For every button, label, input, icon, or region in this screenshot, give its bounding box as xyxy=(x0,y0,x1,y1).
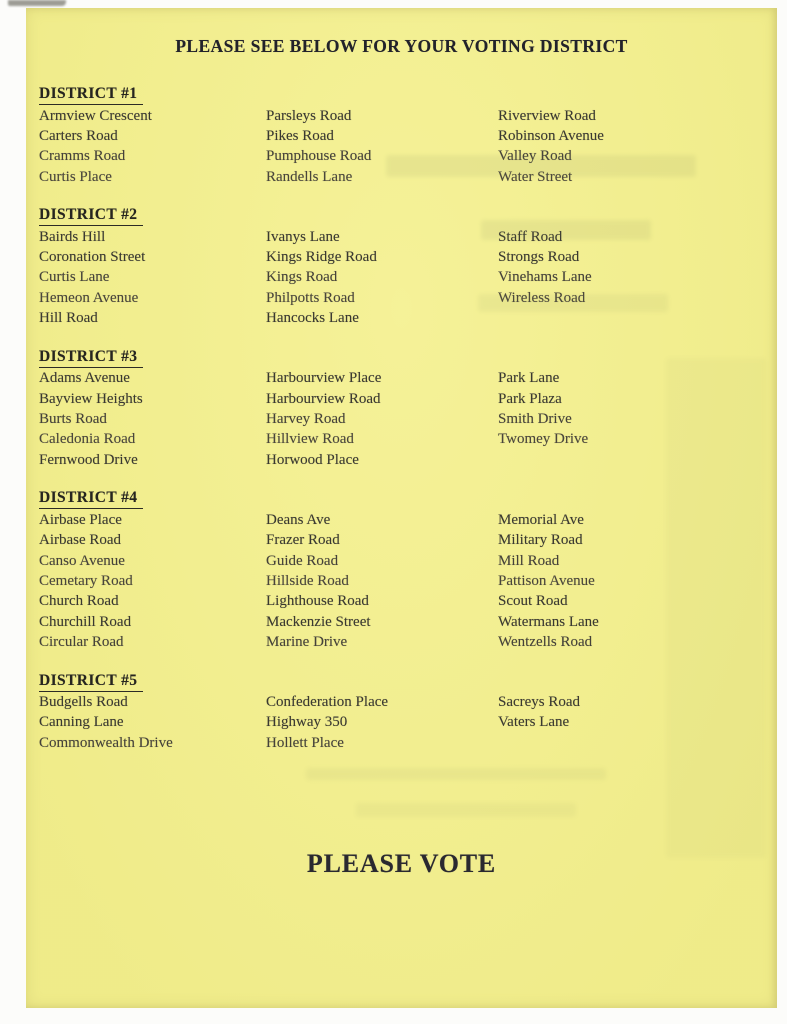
district-heading: DISTRICT #1 xyxy=(39,83,143,105)
street-item: Wireless Road xyxy=(498,289,586,306)
street-item: Carters Road xyxy=(39,127,118,144)
street-column xyxy=(266,106,498,188)
street-item: Harbourview Road xyxy=(266,390,381,407)
street-item: Robinson Avenue xyxy=(498,127,604,144)
street-item: Fernwood Drive xyxy=(39,451,138,468)
street-item: Kings Ridge Road xyxy=(266,249,377,266)
street-item: Riverview Road xyxy=(498,107,596,124)
street-item: Cemetary Road xyxy=(39,572,133,589)
street-item: Park Plaza xyxy=(498,390,562,407)
street-item: Canso Avenue xyxy=(39,552,125,569)
street-item: Guide Road xyxy=(266,552,339,569)
street-item: Military Road xyxy=(498,532,583,549)
street-item: Hemeon Avenue xyxy=(39,289,139,306)
street-item: Armview Crescent xyxy=(39,107,152,124)
street-item: Coronation Street xyxy=(39,249,146,266)
street-item: Harvey Road xyxy=(266,410,346,427)
street-item: Pumphouse Road xyxy=(266,148,372,165)
street-column xyxy=(498,510,767,653)
street-column xyxy=(266,692,498,753)
street-item: Harbourview Place xyxy=(266,370,382,387)
street-item: Watermans Lane xyxy=(498,613,599,630)
street-item: Cramms Road xyxy=(39,148,126,165)
street-item: Highway 350 xyxy=(266,714,348,731)
district-heading: DISTRICT #3 xyxy=(39,346,143,368)
bleed-through-mark xyxy=(356,803,576,817)
page-title: PLEASE SEE BELOW FOR YOUR VOTING DISTRICT xyxy=(175,36,628,56)
street-item: Hill Road xyxy=(39,310,98,327)
district-columns xyxy=(39,510,767,653)
paper xyxy=(26,8,777,1008)
street-item: Burts Road xyxy=(39,410,107,427)
street-item: Horwood Place xyxy=(266,451,359,468)
street-item: Church Road xyxy=(39,593,119,610)
street-item: Vinehams Lane xyxy=(498,269,592,286)
street-item: Sacreys Road xyxy=(498,694,581,711)
district-columns xyxy=(39,106,767,188)
street-column xyxy=(498,692,767,753)
street-column xyxy=(39,692,266,753)
street-item: Water Street xyxy=(498,168,573,185)
street-item: Confederation Place xyxy=(266,694,389,711)
district-columns xyxy=(39,692,767,753)
street-column xyxy=(266,510,498,653)
street-item: Curtis Place xyxy=(39,168,112,185)
district-columns xyxy=(39,227,767,329)
street-item: Hollett Place xyxy=(266,734,344,751)
street-item: Parsleys Road xyxy=(266,107,352,124)
street-item: Vaters Lane xyxy=(498,714,570,731)
street-item: Scout Road xyxy=(498,593,568,610)
street-item: Mackenzie Street xyxy=(266,613,371,630)
street-item: Valley Road xyxy=(498,148,572,165)
street-item: Churchill Road xyxy=(39,613,132,630)
district-section xyxy=(39,83,767,187)
street-item: Staff Road xyxy=(498,228,563,245)
street-item: Hillview Road xyxy=(266,431,354,448)
street-item: Budgells Road xyxy=(39,694,128,711)
street-column xyxy=(39,106,266,188)
district-section xyxy=(39,204,767,329)
street-item: Randells Lane xyxy=(266,168,353,185)
street-item: Wentzells Road xyxy=(498,634,593,651)
street-item: Kings Road xyxy=(266,269,338,286)
district-heading: DISTRICT #4 xyxy=(39,487,143,509)
street-item: Airbase Place xyxy=(39,511,122,528)
street-item: Marine Drive xyxy=(266,634,348,651)
district-heading: DISTRICT #2 xyxy=(39,204,143,226)
street-column xyxy=(39,510,266,653)
street-item: Commonwealth Drive xyxy=(39,734,173,751)
street-column xyxy=(498,368,767,470)
street-item: Frazer Road xyxy=(266,532,340,549)
street-item: Ivanys Lane xyxy=(266,228,340,245)
street-column xyxy=(498,227,767,329)
street-item: Pattison Avenue xyxy=(498,572,595,589)
street-item: Twomey Drive xyxy=(498,431,589,448)
district-section xyxy=(39,487,767,652)
street-item: Airbase Road xyxy=(39,532,122,549)
street-item: Deans Ave xyxy=(266,511,331,528)
street-column xyxy=(39,368,266,470)
street-item: Smith Drive xyxy=(498,410,572,427)
footer-message: PLEASE VOTE xyxy=(306,849,497,879)
district-list xyxy=(26,83,777,753)
bleed-through-mark xyxy=(306,768,606,780)
street-column xyxy=(266,227,498,329)
street-item: Pikes Road xyxy=(266,127,334,144)
street-item: Lighthouse Road xyxy=(266,593,369,610)
district-section xyxy=(39,346,767,471)
street-item: Bairds Hill xyxy=(39,228,106,245)
street-item: Mill Road xyxy=(498,552,560,569)
street-column xyxy=(498,106,767,188)
street-item: Canning Lane xyxy=(39,714,124,731)
street-item: Park Lane xyxy=(498,370,560,387)
district-columns xyxy=(39,368,767,470)
street-item: Strongs Road xyxy=(498,249,580,266)
street-column xyxy=(266,368,498,470)
district-section xyxy=(39,670,767,754)
street-item: Curtis Lane xyxy=(39,269,110,286)
street-item: Hancocks Lane xyxy=(266,310,359,327)
street-item: Adams Avenue xyxy=(39,370,130,387)
street-item: Memorial Ave xyxy=(498,511,584,528)
street-column xyxy=(39,227,266,329)
scan-artifact-smudge xyxy=(8,0,66,6)
street-item: Caledonia Road xyxy=(39,431,136,448)
street-item: Hillside Road xyxy=(266,572,349,589)
district-heading: DISTRICT #5 xyxy=(39,670,143,692)
street-item: Philpotts Road xyxy=(266,289,355,306)
street-item: Circular Road xyxy=(39,634,124,651)
street-item: Bayview Heights xyxy=(39,390,143,407)
